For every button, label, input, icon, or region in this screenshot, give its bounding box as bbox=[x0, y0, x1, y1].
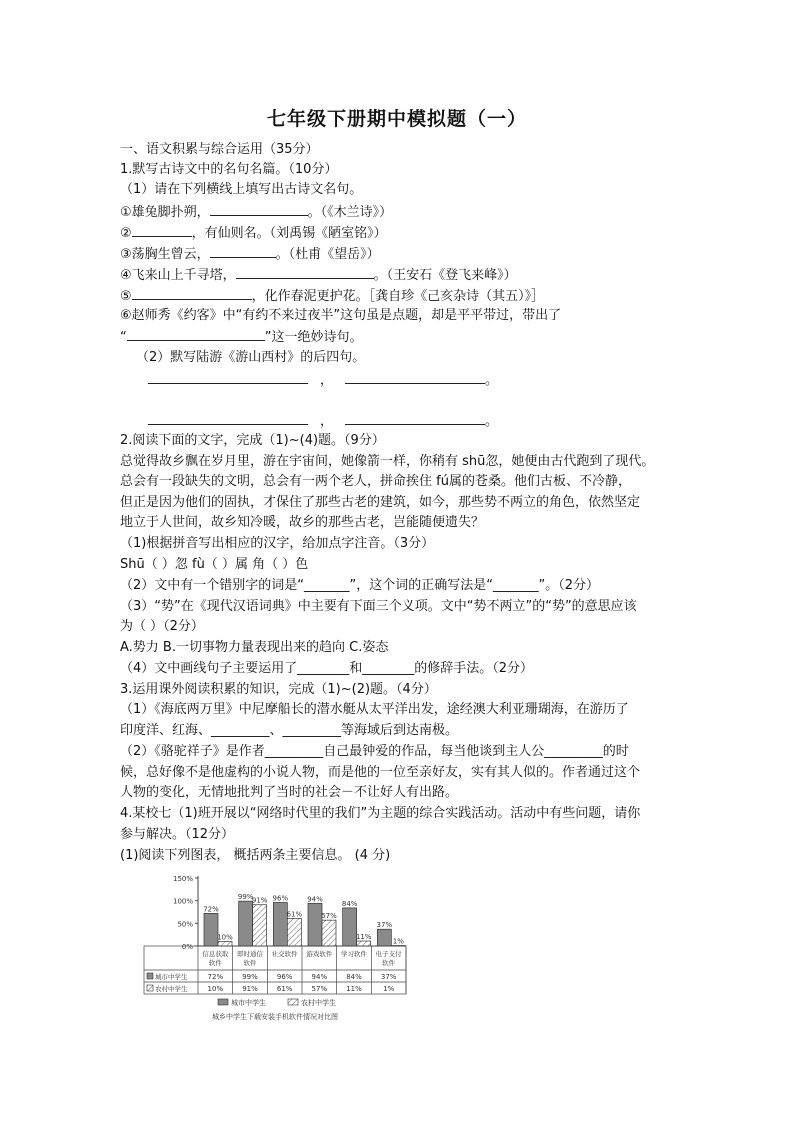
table-cell-city: 94% bbox=[311, 973, 328, 981]
answer-blank[interactable] bbox=[148, 369, 308, 384]
line-text: ①雄兔脚扑朔， bbox=[120, 205, 210, 220]
question-3-sub-2-continued: 候，总好像不是他虚构的小说人物，而是他的一位至亲好友，实有其人似的。作者通过这个 bbox=[120, 765, 641, 780]
period: 。 bbox=[485, 373, 499, 388]
question-2-options: A.势力 B.一切事物力量表现出来的趋向 C.姿态 bbox=[120, 640, 389, 655]
table-cell-city: 72% bbox=[207, 973, 224, 981]
table-cell-rural: 11% bbox=[346, 985, 362, 993]
question-2-sub-2: （2）文中有一个错别字的词是“_______”，这个词的正确写法是“_______”。（2分） bbox=[120, 578, 599, 593]
answer-blank[interactable] bbox=[210, 201, 308, 216]
data-label-rural: 1% bbox=[392, 937, 404, 946]
question-2-sub-1: （1)根据拼音写出相应的汉字，给加点字注音。（3分） bbox=[120, 536, 435, 551]
x-category-label-line-1: 电子支付 bbox=[375, 950, 402, 958]
table-cell-city: 96% bbox=[276, 973, 293, 981]
data-label-city: 96% bbox=[272, 894, 289, 903]
line-text: 。（杜甫《望岳》） bbox=[275, 247, 380, 262]
answer-blank[interactable] bbox=[132, 222, 192, 237]
line-text: “ bbox=[120, 330, 127, 345]
bar-city bbox=[239, 901, 253, 946]
data-label-city: 94% bbox=[307, 895, 323, 904]
bar-city bbox=[308, 903, 322, 946]
answer-blank[interactable] bbox=[210, 243, 276, 258]
question-2-sub-3-continued: 为（ ）（2分） bbox=[120, 619, 204, 634]
comma: ， bbox=[320, 373, 334, 388]
y-tick-label: 0% bbox=[181, 943, 193, 951]
table-cell-rural: 91% bbox=[242, 985, 258, 993]
legend-swatch-rural bbox=[288, 999, 298, 1005]
answer-blank[interactable] bbox=[236, 264, 374, 279]
question-3-sub-1-continued: 印度洋、红海、_________、_________等海域后到达南极。 bbox=[120, 723, 459, 738]
recite-line-1 bbox=[148, 369, 498, 391]
x-category-label-line-1: 信息获取 bbox=[202, 950, 229, 958]
data-label-city: 72% bbox=[203, 905, 219, 914]
x-category-label-line-1: 学习软件 bbox=[341, 950, 367, 958]
data-label-city: 99% bbox=[237, 893, 254, 902]
x-category-label-line-2: 软件 bbox=[208, 959, 222, 967]
bar-city bbox=[343, 908, 357, 946]
poem-line-3 bbox=[120, 243, 380, 265]
x-category-label-line-1: 社交软件 bbox=[271, 950, 298, 958]
table-cell-rural: 10% bbox=[207, 985, 224, 993]
bar-rural bbox=[357, 941, 371, 946]
question-2-sub-1-items: Shū（ ）忽 fù（ ）属 角（ ）色 bbox=[120, 557, 309, 572]
table-row-label-rural: 农村中学生 bbox=[155, 985, 188, 993]
period: 。 bbox=[485, 414, 499, 429]
data-label-city: 84% bbox=[341, 899, 358, 908]
bar-rural bbox=[218, 941, 232, 946]
poem-line-6: ⑥赵师秀《约客》中“有约不来过夜半”这句虽是点题，却是平平带过，带出了 bbox=[120, 308, 562, 323]
y-tick-label: 100% bbox=[172, 897, 193, 906]
table-cell-rural: 1% bbox=[383, 985, 395, 993]
data-label-city: 37% bbox=[376, 921, 393, 930]
legend-label-city: 城市中学生 bbox=[231, 999, 266, 1007]
question-1-sub-2: （2）默写陆游《游山西村》的后四句。 bbox=[136, 350, 366, 365]
legend-swatch-city bbox=[218, 999, 228, 1005]
table-row-swatch-city bbox=[147, 973, 153, 979]
table-row-label-city: 城市中学生 bbox=[155, 973, 188, 981]
question-3-sub-1: （1）《海底两万里》中尼摩船长的潜水艇从太平洋出发，途经澳大利亚珊瑚海，在游历了 bbox=[120, 702, 629, 717]
question-3-sub-2-continued: 人物的变化，无情地批判了当时的社会－不让好人有出路。 bbox=[120, 785, 459, 800]
table-cell-city: 84% bbox=[346, 973, 362, 981]
software-usage-chart bbox=[140, 868, 404, 1028]
section-heading: 一、语文积累与综合运用（35分） bbox=[120, 142, 319, 157]
table-row-swatch-rural bbox=[147, 985, 153, 991]
line-text: ④飞来山上千寻塔， bbox=[120, 268, 236, 283]
line-text: ③荡胸生曾云， bbox=[120, 247, 210, 262]
data-label-rural: 11% bbox=[355, 933, 372, 942]
line-text: ，化作春泥更护花。［龚自珍《己亥杂诗（其五）》］ bbox=[251, 289, 545, 304]
bar-rural bbox=[253, 905, 267, 946]
line-text: ⑤ bbox=[120, 289, 132, 304]
data-label-rural: 61% bbox=[286, 910, 303, 919]
bar-city bbox=[273, 902, 287, 946]
x-category-label-line-2: 软件 bbox=[382, 959, 396, 967]
answer-blank[interactable] bbox=[148, 410, 308, 425]
question-2-sub-4: （4）文中画线句子主要运用了________和________的修辞手法。（2分） bbox=[120, 661, 534, 676]
answer-blank[interactable] bbox=[345, 410, 485, 425]
bar-rural bbox=[287, 918, 301, 946]
legend-label-rural: 农村中学生 bbox=[301, 999, 336, 1007]
x-category-label-line-1: 即时通信 bbox=[237, 950, 263, 958]
line-text: 。（《木兰诗》） bbox=[307, 205, 393, 220]
comma: ， bbox=[320, 414, 334, 429]
question-1-sub-1: （1）请在下列横线上填写出古诗文名句。 bbox=[120, 182, 363, 197]
question-1-heading: 1.默写古诗文中的名句名篇。（10分） bbox=[120, 162, 338, 177]
table-cell-city: 99% bbox=[242, 973, 258, 981]
question-3-sub-2: （2）《骆驼祥子》是作者_________自己最钟爱的作品，每当他谈到主人公_________的时 bbox=[120, 744, 629, 759]
question-2-sub-3: （3）“势”在《现代汉语词典》中主要有下面三个义项。文中“势不两立”的“势”的意思应该 bbox=[120, 599, 637, 614]
passage-line: 地立于人世间，故乡知冷暖，故乡的那些古老，岂能随便遗失？ bbox=[120, 515, 485, 530]
question-4-heading: 4.某校七（1)班开展以“网络时代里的我们”为主题的综合实践活动。活动中有些问题，请你 bbox=[120, 806, 641, 821]
chart-caption: 城乡中学生下载安装手机软件情况对比图 bbox=[212, 1013, 338, 1021]
table-cell-city: 37% bbox=[380, 973, 397, 981]
answer-blank[interactable] bbox=[127, 326, 265, 341]
line-text: ② bbox=[120, 226, 132, 241]
data-label-rural: 10% bbox=[217, 933, 233, 942]
answer-blank[interactable] bbox=[345, 369, 485, 384]
page-title: 七年级下册期中模拟题（一） bbox=[266, 108, 527, 130]
poem-line-5 bbox=[120, 285, 544, 307]
data-label-rural: 57% bbox=[321, 912, 337, 921]
question-4-heading-continued: 参与解决。（12分） bbox=[120, 827, 235, 842]
poem-line-1 bbox=[120, 201, 392, 223]
passage-line: 但正是因为他们的固执，才保住了那些古老的建筑，如今，那些势不两立的角色，依然坚定 bbox=[120, 495, 641, 510]
bar-rural bbox=[322, 920, 336, 946]
y-tick-label: 150% bbox=[172, 875, 193, 883]
passage-line: 总觉得故乡飘在岁月里，游在宇宙间，她像箭一样，你稍有 shū忽，她便由古代跑到了现代。 bbox=[120, 454, 655, 469]
table-cell-rural: 57% bbox=[311, 985, 328, 993]
passage-line: 总会有一段缺失的文明，总会有一两个老人，拼命挨住 fú属的苍桑。他们古板、不冷静， bbox=[120, 474, 631, 489]
poem-line-6-continued bbox=[120, 326, 363, 348]
x-category-label-line-2: 软件 bbox=[243, 959, 257, 967]
line-text: ，有仙则名。（刘禹锡《陋室铭》） bbox=[191, 226, 387, 241]
poem-line-2 bbox=[120, 222, 387, 244]
poem-line-4 bbox=[120, 264, 517, 286]
data-label-rural: 91% bbox=[251, 896, 268, 905]
question-2-heading: 2.阅读下面的文字，完成（1)~(4)题。（9分） bbox=[120, 433, 385, 448]
question-4-sub-1: (1)阅读下列图表， 概括两条主要信息。 (4 分) bbox=[120, 848, 391, 863]
question-3-heading: 3.运用课外阅读积累的知识，完成（1)~(2)题。（4分） bbox=[120, 682, 437, 697]
y-tick-label: 50% bbox=[177, 920, 193, 929]
recite-line-2 bbox=[148, 410, 498, 432]
x-category-label-line-1: 游戏软件 bbox=[306, 950, 333, 958]
bar-city bbox=[377, 929, 391, 946]
bar-city bbox=[204, 913, 218, 946]
table-cell-rural: 61% bbox=[276, 985, 293, 993]
answer-blank[interactable] bbox=[132, 285, 252, 300]
line-text: ”这一绝妙诗句。 bbox=[264, 330, 363, 345]
line-text: 。（王安石《登飞来峰》） bbox=[373, 268, 517, 283]
